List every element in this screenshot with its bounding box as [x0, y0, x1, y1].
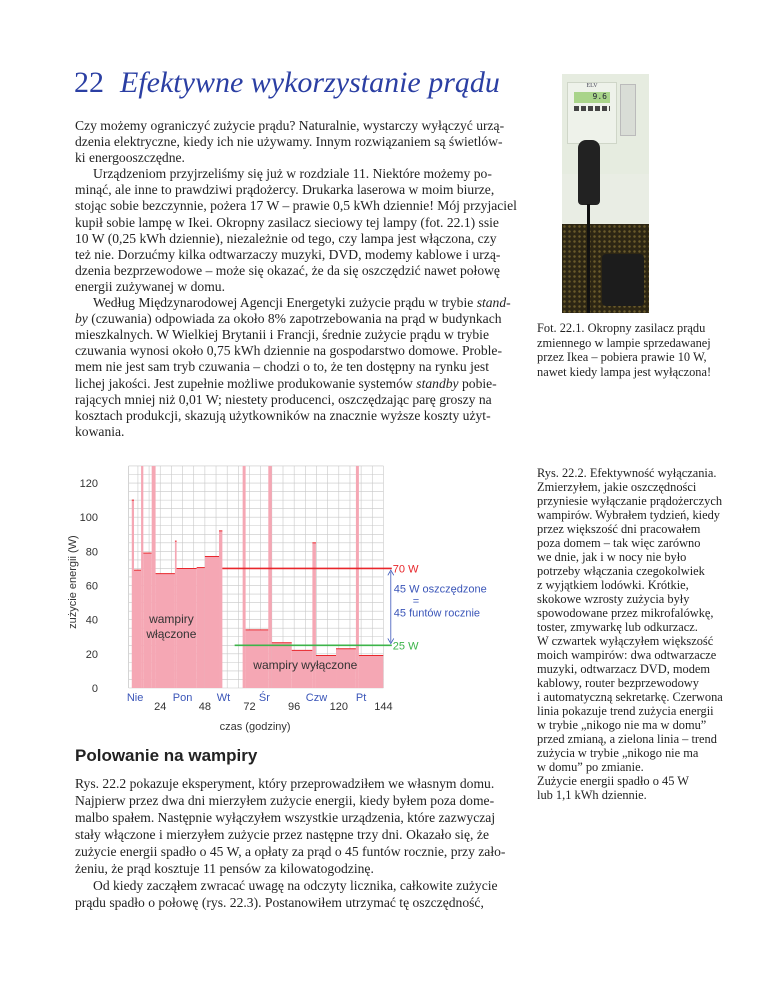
- text-line: [75, 279, 489, 295]
- italic-term: by: [75, 311, 88, 327]
- day-label: Pon: [172, 692, 193, 704]
- text-segment: rających mniej niż 0,01 W; niestety producenci, oszczędzając parę groszy na: [75, 391, 492, 407]
- usage-bar: [268, 466, 272, 688]
- caption-line: lub 1,1 kWh dziennie.: [537, 788, 647, 802]
- shelf: [562, 174, 649, 224]
- caption-line: linia pokazuje trend zużycia energii: [537, 704, 714, 718]
- text-line: [75, 894, 489, 911]
- text-line: [75, 134, 503, 150]
- savings-annotation: 45 funtów rocznie: [393, 607, 481, 620]
- y-axis-title: zużycie energii (W): [67, 535, 79, 629]
- caption-line: kablowy, router bezprzewodowy: [537, 676, 699, 690]
- cable: [587, 204, 590, 313]
- caption-line: toster, zmywarkę lub odkurzacz.: [537, 620, 698, 634]
- text-line: [75, 809, 496, 826]
- text-line: [75, 408, 489, 424]
- caption-line: w domu” po zmianie.: [537, 760, 644, 774]
- text-line: [75, 262, 500, 279]
- text-line: [75, 295, 511, 311]
- power-meter: [567, 82, 617, 144]
- y-tick-label: 20: [85, 648, 98, 661]
- text-segment: Czy możemy ograniczyć zużycie prądu? Naturalnie, wystarczy wyłączyć urzą-: [75, 118, 505, 133]
- caption-line: spowodowane przez mikrofalówkę,: [537, 606, 714, 620]
- day-label: Nie: [126, 692, 144, 704]
- y-tick-label: 100: [79, 512, 98, 525]
- meter-display: 9.6: [574, 92, 610, 103]
- usage-bar: [132, 500, 134, 688]
- text-segment: malbo spałem. Następnie wyłączyłem wszystkie urządzenia, które zazwyczaj: [75, 810, 496, 825]
- savings-annotation: 45 W oszczędzone: [393, 583, 487, 596]
- usage-bar: [134, 570, 141, 688]
- caption-line: w trybie „nikogo nie ma w domu”: [537, 718, 707, 732]
- italic-term: standby: [416, 375, 459, 391]
- text-line: [75, 150, 489, 166]
- text-line: [75, 327, 489, 343]
- y-tick-label: 120: [79, 478, 98, 491]
- caption-line: z wyjątkiem lodówki. Krótkie,: [537, 578, 689, 592]
- text-line: [75, 343, 502, 359]
- text-segment: kowania.: [75, 423, 125, 439]
- region-label: wampiry wyłączone: [253, 658, 358, 673]
- caption-line: przed zmianą, a zielona linia – trend: [537, 732, 717, 746]
- photo-caption: [537, 321, 727, 380]
- caption-line: W czwartek wyłączyłem większość: [537, 634, 714, 648]
- italic-term: stand-: [476, 295, 511, 311]
- caption-line: i automatyczną sekretarkę. Czerwona: [537, 690, 723, 704]
- caption-line: wampirów. Wybrałem tydzień, kiedy: [537, 508, 720, 522]
- region-label: wampiry: [149, 612, 194, 627]
- usage-bar: [197, 568, 205, 688]
- caption-line: skokowe wzrosty zużycia były: [537, 592, 690, 606]
- caption-line: Zużycie energii spadło o 45 W: [537, 774, 689, 788]
- text-segment: ki energooszczędne.: [75, 150, 185, 166]
- caption-line: zmiennego w lampie sprzedawanej: [537, 335, 711, 350]
- text-line: [75, 391, 492, 408]
- text-segment: mem nie jest sam tryb czuwania – chodzi o to, że ten dostępny na rynku jest: [75, 359, 489, 375]
- y-tick-label: 0: [91, 683, 98, 695]
- text-line: [75, 826, 489, 843]
- text-segment: Urządzeniom przyjrzeliśmy się już w rozdziale 11. Niektóre możemy po-: [93, 166, 492, 182]
- caption-line: zużycia w trybie „nikogo nie ma: [537, 746, 699, 760]
- power-usage-chart: [60, 455, 500, 745]
- caption-line: poza domem – tak więc zarówno: [537, 536, 701, 550]
- trend-label: 25 W: [392, 640, 419, 653]
- y-tick-label: 40: [85, 614, 98, 627]
- caption-line: potrzeby włączania czegokolwiek: [537, 564, 705, 578]
- text-line: [75, 860, 489, 877]
- text-segment: kosztach produkcji, skazują użytkowników na znacznie wyższe koszty użyt-: [75, 407, 491, 423]
- text-line: [75, 182, 495, 198]
- text-line: [75, 375, 497, 392]
- chapter-number: 22: [74, 66, 104, 99]
- text-segment: też nie. Dorzućmy kilka odtwarzaczy muzyki, DVD, modemy kablowe i urzą-: [75, 246, 501, 262]
- caption-line: Zmierzyłem, jakie oszczędności: [537, 480, 697, 494]
- text-segment: czuwania wynosi około 0,75 kWh dziennie na gospodarstwo domowe. Proble-: [75, 343, 502, 359]
- usage-bar: [219, 531, 222, 688]
- trend-label: 70 W: [392, 563, 419, 576]
- text-segment: prądu spadło o połowę (rys. 22.3). Postanowiłem utrzymać tę oszczędność,: [75, 895, 484, 910]
- caption-line: Fot. 22.1. Okropny zasilacz prądu: [537, 321, 706, 335]
- text-segment: minąć, ale inne to prawdziwi prądożercy. Drukarka laserowa w moim biurze,: [75, 182, 495, 198]
- text-segment: dzenia elektryczne, kiedy ich nie używamy. Innym rozwiązaniem są świetlów-: [75, 134, 503, 150]
- text-segment: stojąc sobie bezczynnie, pożera 17 W – prawie 0,5 kWh dziennie! Mój przyjaciel: [75, 198, 517, 214]
- text-segment: stały włączone i mierzyłem zużycie przez następne trzy dni. Okazało się, że: [75, 827, 489, 842]
- text-segment: mieszkalnych. W Wielkiej Brytanii i Francji, średnie zużycie prądu w trybie: [75, 327, 489, 343]
- text-line: [75, 775, 495, 792]
- text-segment: dzenia bezprzewodowe – może się okazać, że da się oszczędzić nawet połowę: [75, 262, 500, 278]
- text-line: [75, 230, 497, 247]
- text-line: [75, 214, 499, 231]
- savings-annotation: =: [412, 595, 420, 608]
- x-tick-label: 24: [154, 701, 167, 713]
- usage-bar: [356, 466, 359, 688]
- text-line: [75, 311, 502, 327]
- caption-line: we dnie, jak i w nocy nie było: [537, 550, 687, 564]
- usage-bar: [243, 466, 246, 688]
- text-line: [75, 166, 492, 182]
- chapter-title-text: Efektywne wykorzystanie prądu: [120, 66, 500, 99]
- plug: [578, 140, 600, 205]
- meter-brand: ELV: [586, 83, 598, 89]
- text-segment: Rys. 22.2 pokazuje eksperyment, który przeprowadziłem we własnym domu.: [75, 776, 495, 791]
- day-label: Śr: [258, 692, 270, 704]
- x-tick-label: 72: [243, 701, 256, 713]
- section-heading: Polowanie na wampiry: [75, 746, 258, 765]
- y-tick-label: 80: [85, 546, 98, 559]
- day-label: Czw: [305, 692, 328, 704]
- x-tick-label: 120: [329, 701, 348, 713]
- text-segment: Najpierw przez dwa dni mierzyłem zużycie energii, kiedy byłem poza dome-: [75, 793, 495, 808]
- text-segment: Według Międzynarodowej Agencji Energetyki zużycie prądu w trybie: [93, 295, 477, 311]
- socket-switch: [620, 84, 636, 136]
- text-line: [75, 843, 506, 860]
- text-line: [75, 359, 489, 375]
- text-segment: pobie-: [458, 375, 497, 391]
- usage-bar: [359, 656, 383, 688]
- photo-power-meter: [562, 74, 649, 313]
- caption-line: moich wampirów: dwa odtwarzacze: [537, 648, 717, 662]
- power-adapter: [602, 254, 644, 306]
- usage-bar: [141, 466, 143, 688]
- text-line: [75, 877, 498, 894]
- x-axis-title: czas (godziny): [219, 721, 291, 733]
- text-segment: (czuwania) odpowiada za około 8% zapotrzebowania na prąd w budynkach: [87, 311, 502, 327]
- text-line: [75, 792, 495, 809]
- text-segment: zużycie energii spadło o 45 W, a opłaty za prąd o 45 funtów rocznie, przy zało-: [75, 844, 506, 859]
- text-line: [75, 198, 517, 214]
- chapter-title: [74, 66, 500, 100]
- y-tick-label: 60: [85, 580, 98, 593]
- text-line: [75, 246, 501, 263]
- caption-line: Rys. 22.2. Efektywność wyłączania.: [537, 466, 717, 480]
- text-segment: energii zużywanej w domu.: [75, 278, 225, 294]
- x-tick-label: 48: [198, 701, 212, 713]
- text-line: [75, 424, 489, 440]
- text-segment: żeniu, że prąd kosztuje 11 pensów za kilowatogodzinę.: [75, 861, 374, 876]
- text-segment: kupił sobie lampę w Ikei. Okropny zasilacz sieciowy tej lampy (fot. 22.1) ssie: [75, 214, 499, 230]
- day-label: Wt: [216, 692, 231, 704]
- x-tick-label: 144: [374, 701, 393, 713]
- region-label: włączone: [146, 627, 197, 642]
- usage-bar: [152, 466, 156, 688]
- text-segment: lichej jakości. Jest zupełnie możliwe produkowanie systemów: [75, 375, 417, 391]
- text-line: [75, 118, 505, 134]
- section-text: [75, 775, 506, 911]
- day-label: Pt: [355, 692, 367, 704]
- caption-line: przez większość dni pracowałem: [537, 522, 701, 536]
- caption-line: przyniesie wyłączanie prądożerczych: [537, 494, 723, 508]
- main-text: [75, 118, 517, 440]
- caption-line: nawet kiedy lampa jest wyłączona!: [537, 365, 712, 380]
- caption-line: muzyki, odtwarzacz DVD, modem: [537, 662, 711, 676]
- caption-line: przez Ikea – pobiera prawie 10 W,: [537, 350, 707, 365]
- text-segment: Od kiedy zacząłem zwracać uwagę na odczyty licznika, całkowite zużycie: [93, 878, 498, 893]
- meter-buttons: [574, 106, 610, 111]
- text-segment: 10 W (0,25 kWh dziennie), niezależnie od tego, czy lampa jest włączona, czy: [75, 230, 497, 246]
- usage-bar: [205, 556, 219, 688]
- chart-caption: [537, 466, 727, 802]
- x-tick-label: 96: [288, 701, 301, 713]
